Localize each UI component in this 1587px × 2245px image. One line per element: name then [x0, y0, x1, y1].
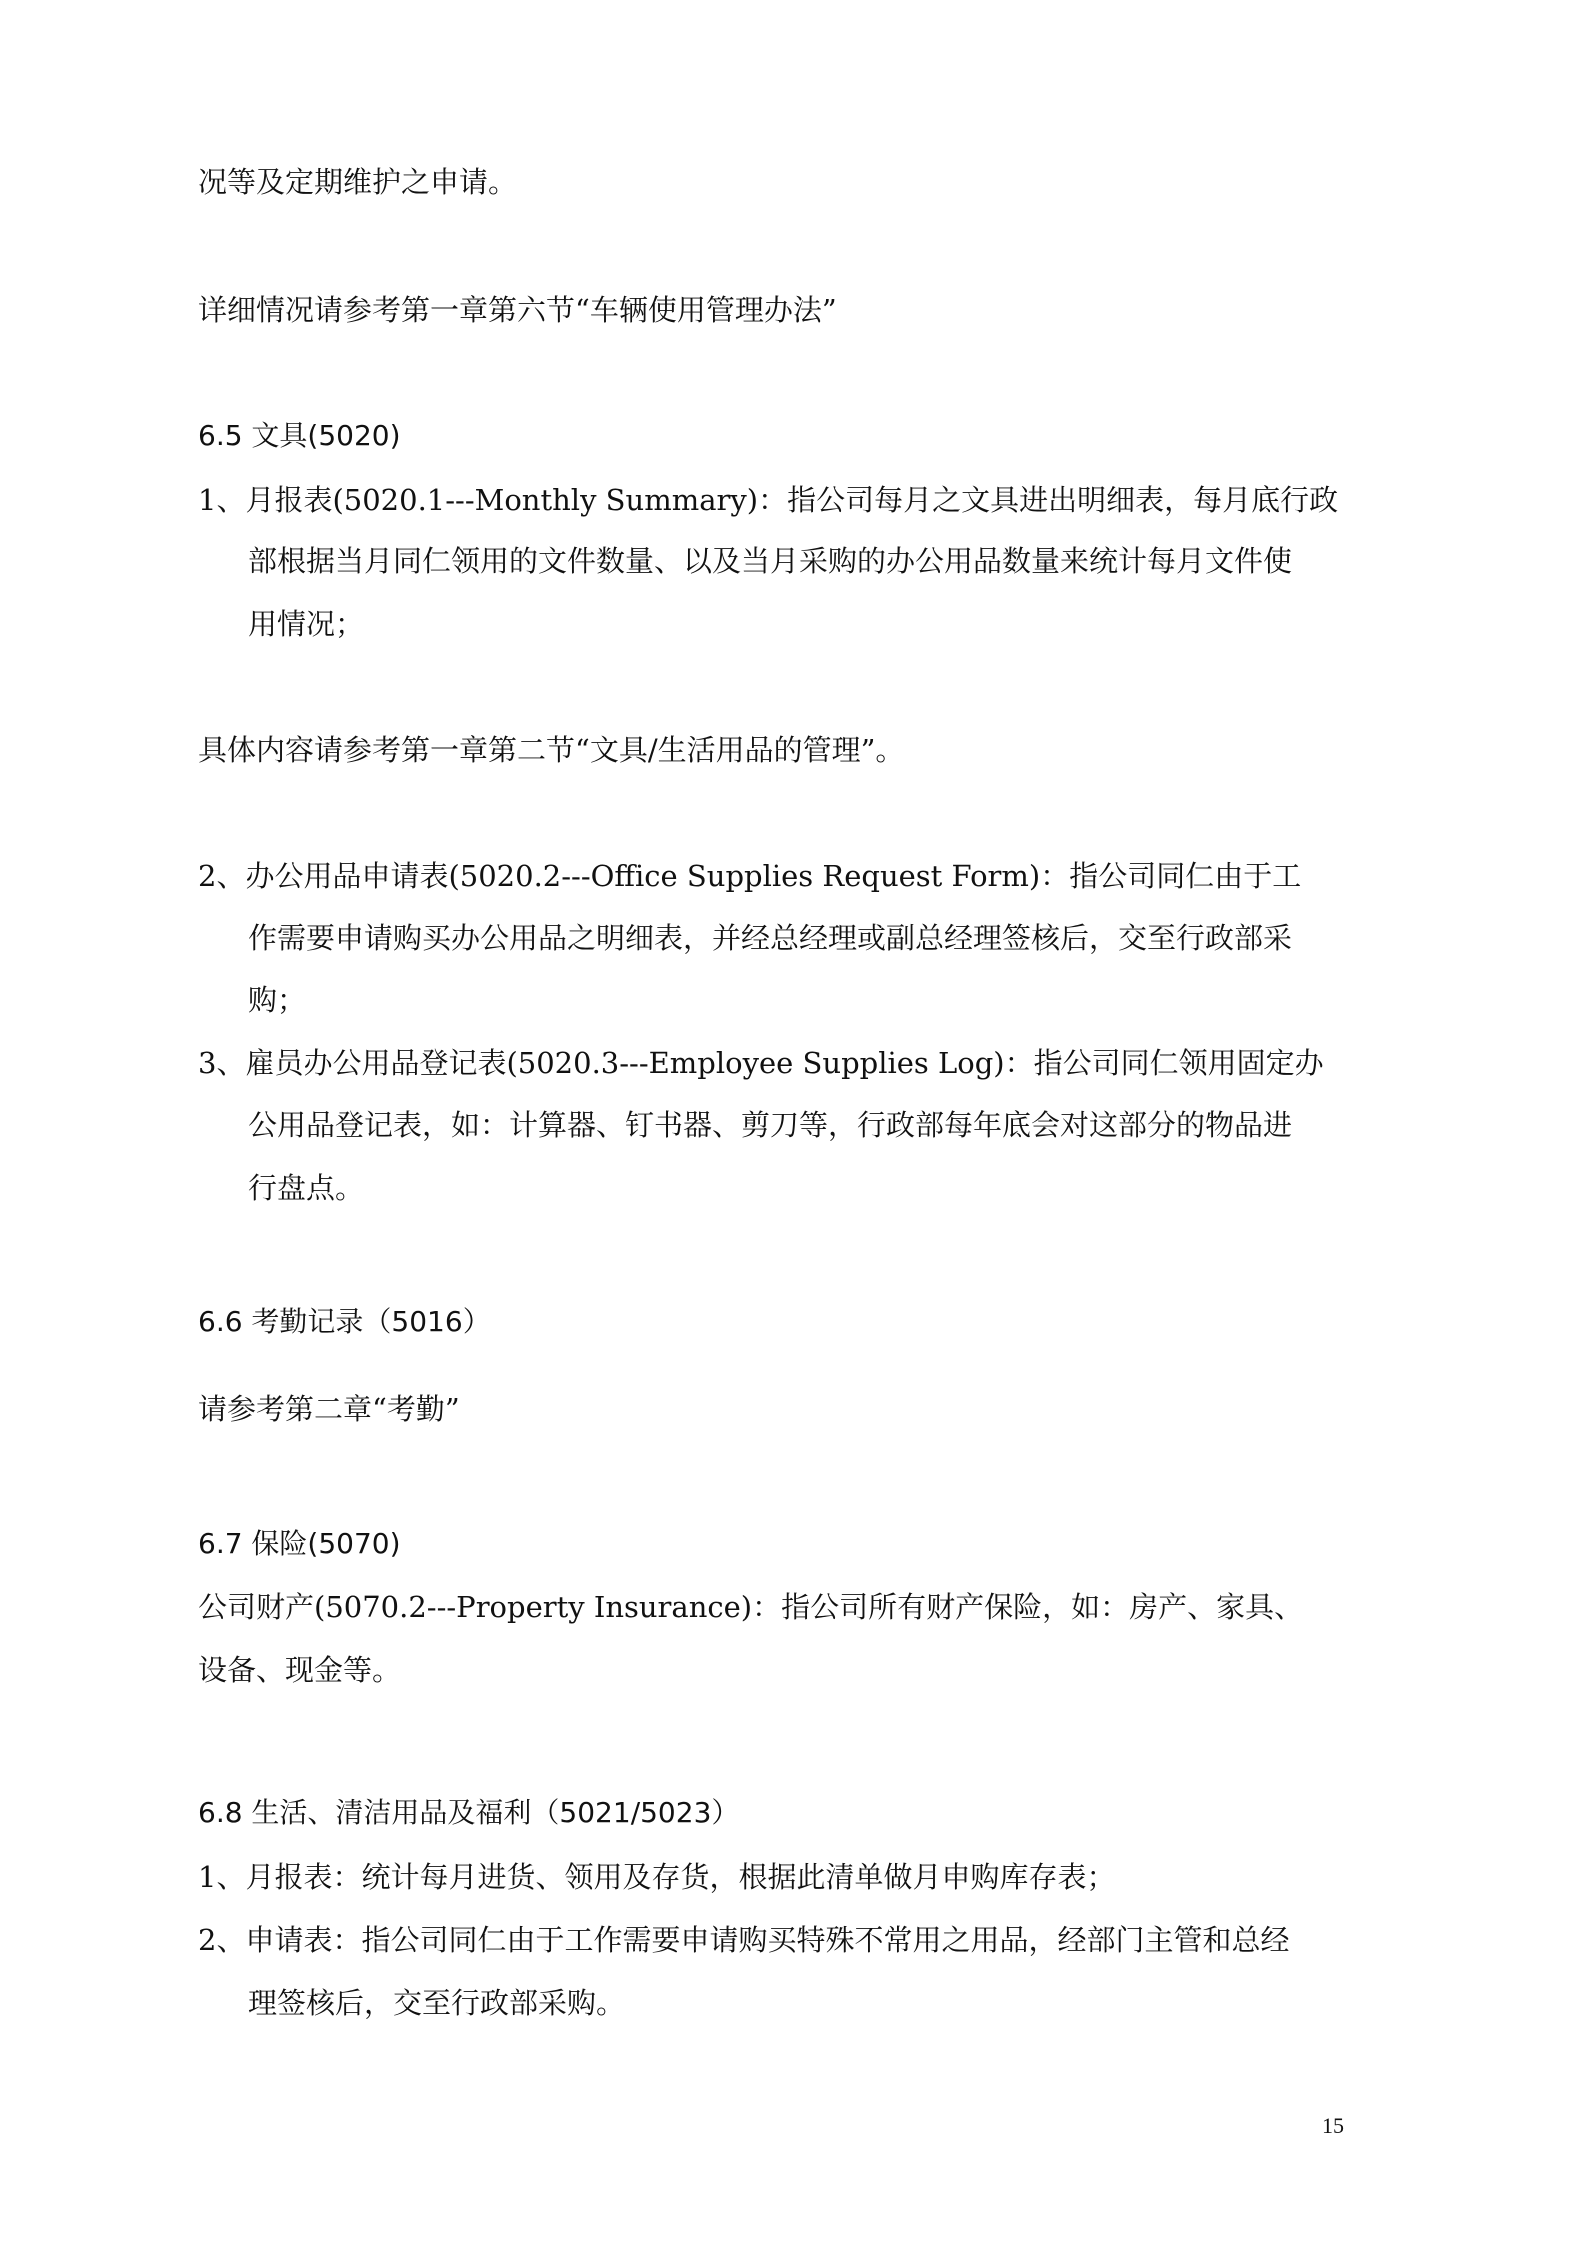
- s65-item1-line3: 用情况；: [248, 607, 365, 641]
- s65-item3-line3: 行盘点。: [248, 1171, 365, 1205]
- s68-item2-line1: 2、申请表：指公司同仁由于工作需要申请购买特殊不常用之用品，经部门主管和总经: [198, 1923, 1290, 1957]
- s65-item2-line3: 购；: [248, 983, 307, 1017]
- s66-reference: 请参考第二章“考勤”: [198, 1392, 460, 1426]
- section-heading-6-8: 6.8 生活、清洁用品及福利（5021/5023）: [198, 1796, 740, 1829]
- s67-line2: 设备、现金等。: [198, 1653, 402, 1687]
- s68-item2-line2: 理签核后，交至行政部采购。: [248, 1986, 626, 2020]
- s65-item3-line1: 3、雇员办公用品登记表(5020.3---Employee Supplies Log)：指公司同仁领用固定办: [198, 1046, 1324, 1080]
- intro-reference: 详细情况请参考第一章第六节“车辆使用管理办法”: [198, 293, 837, 327]
- s68-item1: 1、月报表：统计每月进货、领用及存货，根据此清单做月申购库存表；: [198, 1860, 1116, 1894]
- s67-line1: 公司财产(5070.2---Property Insurance)：指公司所有财产保险，如：房产、家具、: [198, 1590, 1304, 1624]
- intro-line: 况等及定期维护之申请。: [198, 165, 518, 199]
- s65-item3-line2: 公用品登记表，如：计算器、钉书器、剪刀等，行政部每年底会对这部分的物品进: [248, 1108, 1293, 1142]
- section-heading-6-6: 6.6 考勤记录（5016）: [198, 1305, 491, 1338]
- s65-item1-line2: 部根据当月同仁领用的文件数量、以及当月采购的办公用品数量来统计每月文件使: [248, 544, 1293, 578]
- s65-reference: 具体内容请参考第一章第二节“文具/生活用品的管理”。: [198, 733, 905, 767]
- s65-item1-line1: 1、月报表(5020.1---Monthly Summary)：指公司每月之文具进出明细表，每月底行政: [198, 483, 1339, 517]
- section-heading-6-5: 6.5 文具(5020): [198, 419, 401, 452]
- section-heading-6-7: 6.7 保险(5070): [198, 1527, 401, 1560]
- page-number: 15: [1322, 2113, 1344, 2138]
- s65-item2-line2: 作需要申请购买办公用品之明细表，并经总经理或副总经理签核后，交至行政部采: [248, 921, 1293, 955]
- s65-item2-line1: 2、办公用品申请表(5020.2---Office Supplies Request Form)：指公司同仁由于工: [198, 859, 1302, 893]
